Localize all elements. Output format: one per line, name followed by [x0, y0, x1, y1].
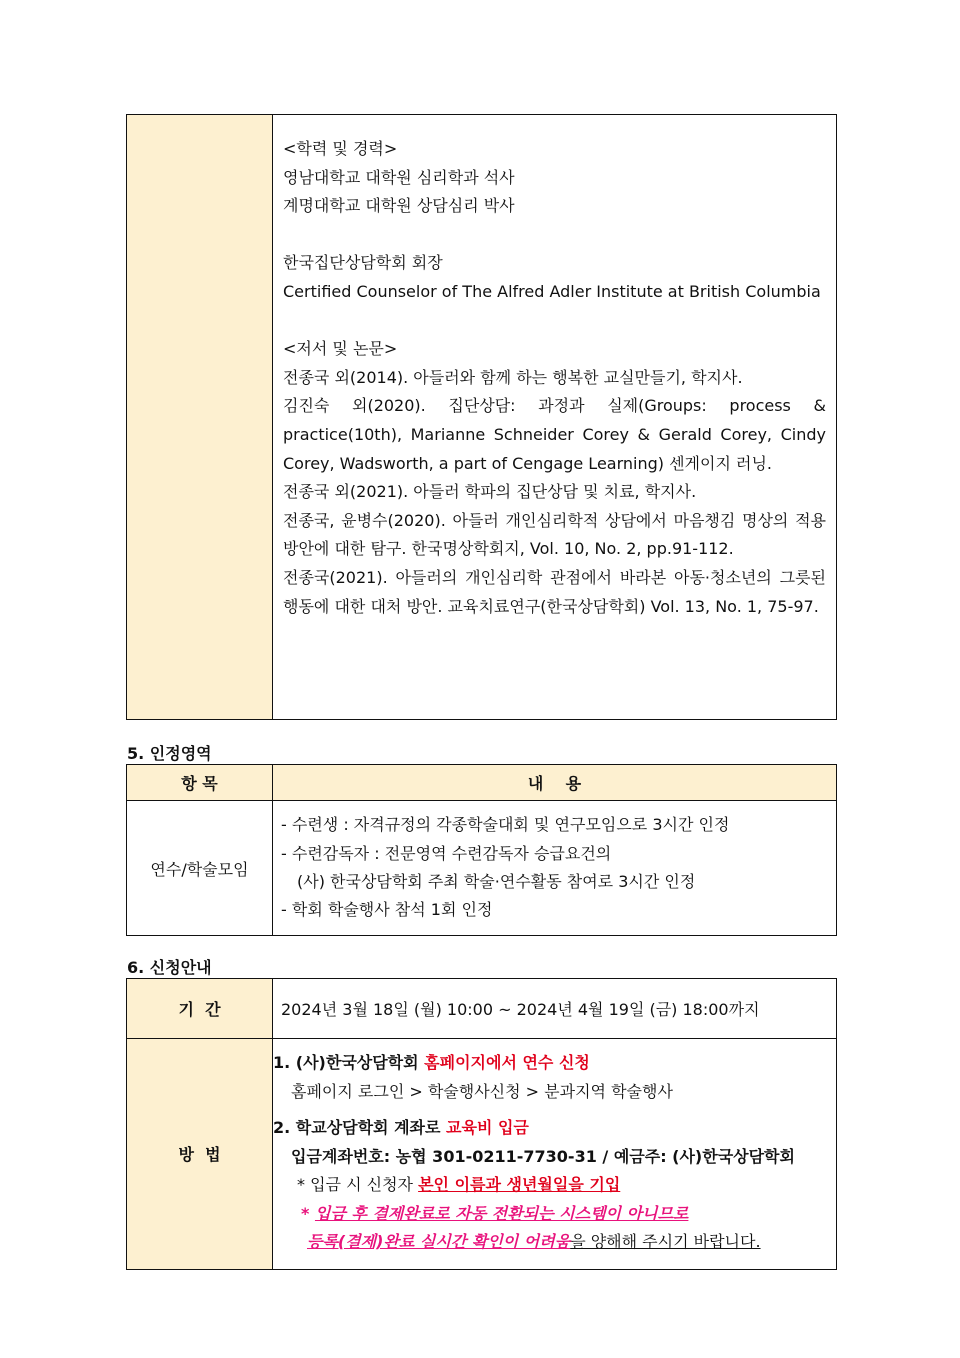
pub-item: 김진숙 외(2020). 집단상담: 과정과 실제(Groups: process & practice(10th), Marianne Schneider Corey & Gerald Corey, Cindy Corey, Wadsworth, a part of Cengage Learning) 센게이지 러닝. [283, 396, 826, 473]
career-item: 한국집단상담학회 회장 [283, 253, 443, 273]
content-line: (사) 한국상담학회 주최 학술·연수활동 참여로 3시간 인정 [297, 872, 696, 891]
method-path: 홈페이지 로그인 > 학술행사신청 > 분과지역 학술행사 [291, 1081, 673, 1101]
header-content: 내 용 [273, 765, 837, 801]
method-step-2: 2. 학교상담학회 계좌로 교육비 입금 [273, 1118, 529, 1137]
pub-item: 전종국, 윤병수(2020). 아들러 개인심리학적 상담에서 마음챙김 명상의 적용 방안에 대한 탐구. 한국명상학회지, Vol. 10, No. 2, pp.91-112. [283, 510, 826, 559]
method-label: 방 법 [127, 1039, 273, 1270]
bio-table [126, 114, 837, 720]
method-content [273, 1039, 837, 1270]
edu-title: <학력 및 경력> [283, 139, 398, 158]
pub-item: 전종국 외(2014). 아들러와 함께 하는 행복한 교실만들기, 학지사. [283, 367, 743, 387]
note-1: * 입금 시 신청자 본인 이름과 생년월일을 기입 [297, 1175, 621, 1194]
content-line: - 수련생 : 자격규정의 각종학술대회 및 연구모임으로 3시간 인정 [281, 815, 730, 835]
recognition-table [126, 764, 837, 936]
edu-item: 계명대학교 대학원 상담심리 박사 [283, 196, 515, 216]
note-3: 등록(결제)완료 실시간 확인이 어려움을 양해해 주시기 바랍니다. [307, 1232, 761, 1251]
period-value: 2024년 3월 18일 (월) 10:00 ~ 2024년 4월 19일 (금) 18:00까지 [273, 979, 837, 1039]
pub-title: <저서 및 논문> [283, 339, 398, 359]
bio-label-cell [127, 115, 273, 720]
career-item: Certified Counselor of The Alfred Adler Institute at British Columbia [283, 281, 821, 301]
pub-item: 전종국(2021). 아들러의 개인심리학 관점에서 바라본 아동·청소년의 그릇된 행동에 대한 대처 방안. 교육치료연구(한국상담학회) Vol. 13, No. 1, 75-97. [283, 567, 826, 616]
edu-item: 영남대학교 대학원 심리학과 석사 [283, 167, 515, 187]
section5-title: 5. 인정영역 [127, 744, 212, 763]
row-content [273, 801, 837, 936]
account-info: 입금계좌번호: 농협 301-0211-7730-31 / 예금주: (사)한국상담학회 [291, 1146, 795, 1166]
method-step-1: 1. (사)한국상담학회 홈페이지에서 연수 신청 [273, 1053, 590, 1072]
pub-item: 전종국 외(2021). 아들러 학파의 집단상담 및 치료, 학지사. [283, 482, 697, 502]
bio-content-cell [273, 115, 837, 720]
application-table [126, 978, 837, 1270]
content-line: - 수련감독자 : 전문영역 수련감독자 승급요건의 [281, 843, 612, 863]
note-2: * 입금 후 결제완료로 자동 전환되는 시스템이 아니므로 [301, 1203, 689, 1223]
row-label: 연수/학술모임 [127, 801, 273, 936]
period-label: 기 간 [127, 979, 273, 1039]
content-line: - 학회 학술행사 참석 1회 인정 [281, 900, 493, 920]
section6-title: 6. 신청안내 [127, 958, 212, 977]
header-item: 항 목 [127, 765, 273, 801]
